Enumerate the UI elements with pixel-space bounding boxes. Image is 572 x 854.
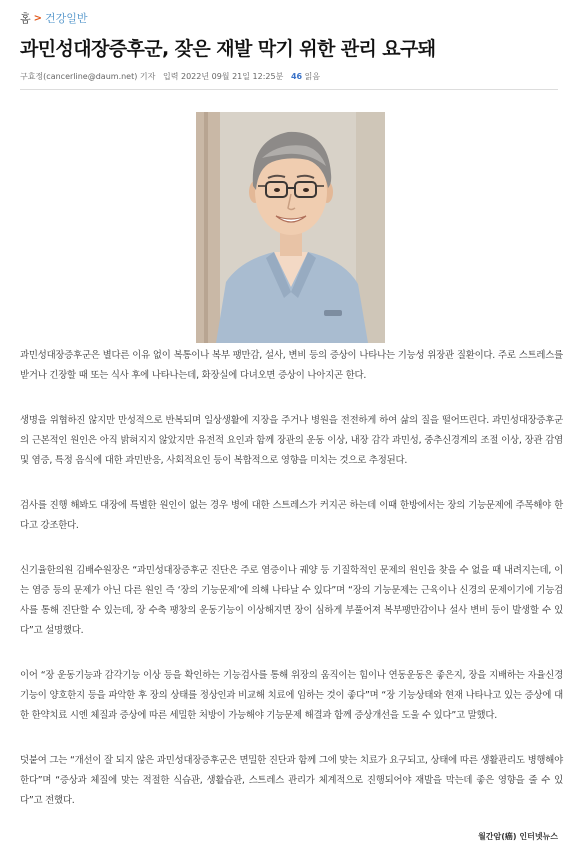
article-date: 입력 2022년 09월 21일 12:25분 bbox=[163, 72, 284, 81]
article-paragraph: 신기율한의원 김배수원장은 “과민성대장증후군 진단은 주로 염증이나 궤양 등 기질학적인 문제의 원인을 찾을 수 없을 때 내려지는데, 이는 염증 등의 문제가 아닌 다른 원인 즉 ‘장의 기능문제’에 의해 나타날 수 있다”며 “장의 기능문제는 근육이나 신경의 문제이기에 기능검사를 통해 진단할 수 있는데, 장 수축 팽창의 운동기능이 이상해지면 장이 심하게 부풀어져 복부팽만감이나 설사 변비 등이 발생할 수 있다”고 설명했다. bbox=[20, 565, 563, 636]
article-paragraph: 과민성대장증후군은 별다른 이유 없이 복통이나 복부 팽만감, 설사, 변비 등의 증상이 나타나는 기능성 위장관 질환이다. 주로 스트레스를 받거나 긴장할 때 또는 식사 후에 나타나는데, 화장실에 다녀오면 증상이 나아지곤 한다. bbox=[20, 350, 563, 381]
article-body bbox=[20, 346, 563, 836]
article-paragraph: 이어 “장 운동기능과 감각기능 이상 등을 확인하는 기능검사를 통해 위장의 움직이는 힘이나 연동운동은 좋은지, 장을 지배하는 자율신경 기능이 양호한지 등을 파악한 후 장의 상태를 정상인과 비교해 치료에 임하는 것이 좋다”며 “장 기능상태와 현재 나타나고 있는 증상에 대한 한약치료 시엔 체질과 증상에 따른 세밀한 처방이 가능해야 기능문제 해결과 함께 증상개선을 도울 수 있다”고 말했다. bbox=[20, 670, 563, 721]
breadcrumb-home-link[interactable]: 홈 bbox=[20, 12, 31, 25]
header-divider bbox=[20, 89, 558, 90]
view-count: 46 bbox=[290, 72, 303, 81]
breadcrumb bbox=[20, 10, 88, 26]
article-paragraph: 덧붙여 그는 “개선이 잘 되지 않은 과민성대장증후군은 면밀한 진단과 함께 그에 맞는 치료가 요구되고, 상태에 따른 생활관리도 병행해야 한다”며 “증상과 체질에 맞는 적절한 식습관, 생활습관, 스트레스 관리가 체계적으로 진행되어야 재발을 막는데 좋은 영향을 줄 수 있다”고 전했다. bbox=[20, 755, 563, 806]
article-paragraph: 생명을 위협하진 않지만 만성적으로 반복되며 일상생활에 지장을 주거나 병원을 전전하게 하여 삶의 질을 떨어뜨린다. 과민성대장증후군의 근본적인 원인은 아직 밝혀지지 않았지만 유전적 요인과 함께 장관의 운동 이상, 내장 감각 과민성, 중추신경계의 조절 이상, 장관 감염 및 염증, 특정 음식에 대한 과민반응, 사회적요인 등이 복합적으로 영향을 미치는 것으로 추정된다. bbox=[20, 415, 563, 466]
article-meta bbox=[20, 71, 320, 82]
chevron-right-icon: > bbox=[33, 12, 43, 24]
view-count-label: 읽음 bbox=[304, 72, 321, 81]
article-source: 월간암(癌) 인터넷뉴스 bbox=[478, 832, 558, 841]
article-title: 과민성대장증후군, 잦은 재발 막기 위한 관리 요구돼 bbox=[20, 38, 436, 60]
article-byline: 구효정(cancerline@daum.net) 기자 bbox=[20, 72, 156, 81]
article-paragraph: 검사를 진행 해봐도 대장에 특별한 원인이 없는 경우 병에 대한 스트레스가 커지곤 하는데 이때 한방에서는 장의 기능문제에 주목해야 한다고 강조한다. bbox=[20, 500, 563, 531]
breadcrumb-section-link[interactable]: 건강일반 bbox=[45, 12, 88, 25]
doctor-portrait-photo bbox=[196, 112, 385, 343]
